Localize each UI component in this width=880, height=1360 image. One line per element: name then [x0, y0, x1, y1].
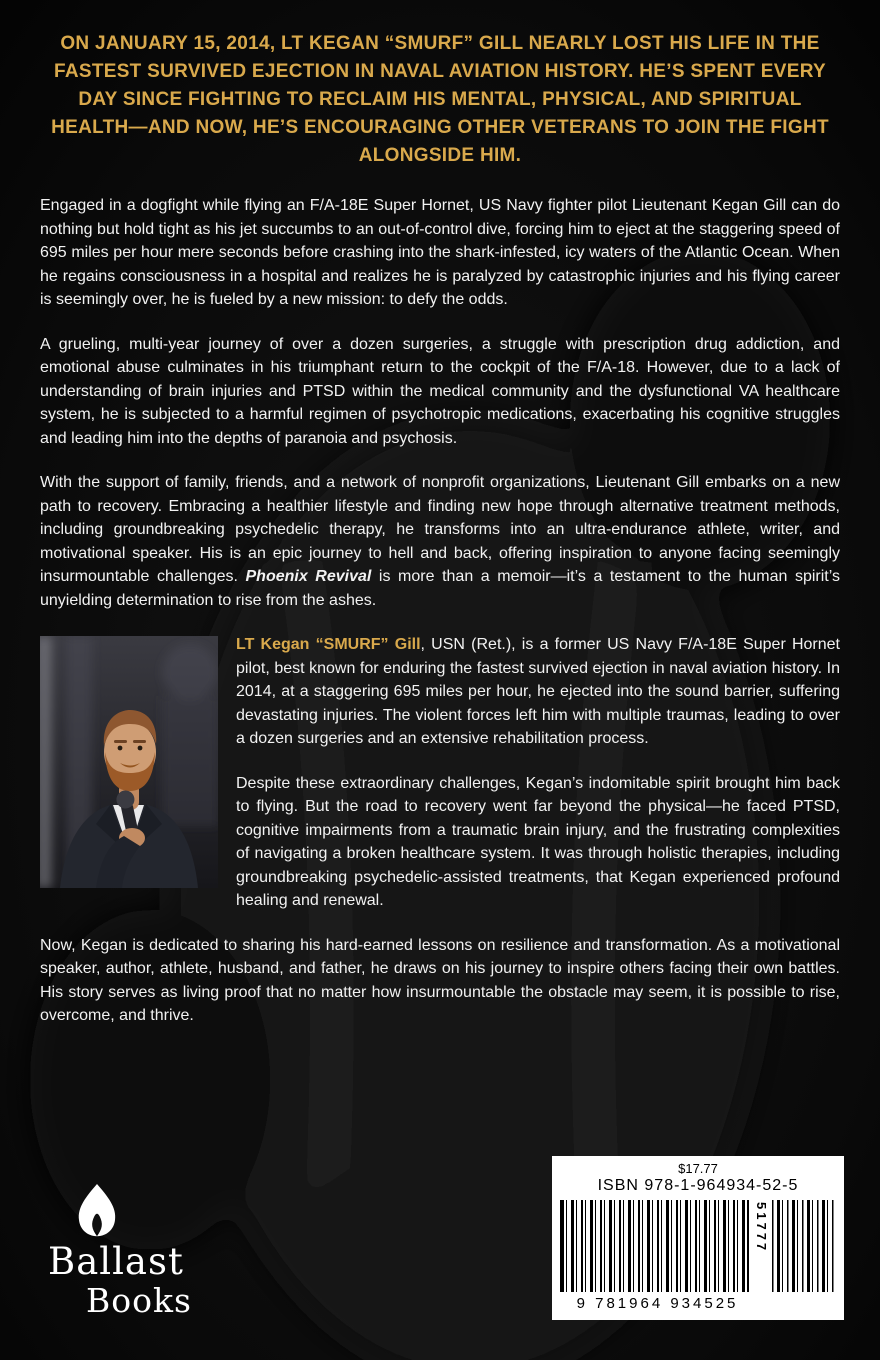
barcode-addon-bars: [772, 1200, 836, 1292]
publisher-name-line2: Books: [86, 1281, 192, 1320]
bio-paragraph-2: Despite these extraordinary challenges, Kegan’s indomitable spirit brought him back to flying. But the road to recovery went far beyond the physical—he faced PTSD, cognitive impairments from a traumatic brain injury, and the frustrating complexities of navigating a broken healthcare system. It was through holistic therapies, including groundbreaking psychedelic-assisted treatments, that Kegan experienced profound healing and renewal.: [236, 774, 840, 909]
synopsis-p3-text-after: is more than a memoir—it’s a testament to the human spirit’s unyielding determination to rise from the ashes.: [40, 568, 841, 609]
author-name: LT Kegan “SMURF” Gill: [236, 636, 421, 653]
synopsis-paragraph-1: Engaged in a dogfight while flying an F/A-18E Super Hornet, US Navy fighter pilot Lieutenant Kegan Gill can do nothing but hold tight as his jet succumbs to an out-of-control dive, forcing him to eject at the staggering speed of 695 miles per hour mere seconds before crashing into the shark-infested, icy waters of the Atlantic Ocean. When he regains consciousness in a hospital and realizes he is paralyzed by catastrophic injuries and his flying career is seemingly over, he is fueled by a new mission: to defy the odds.: [40, 197, 840, 308]
publisher-name-line1: Ballast: [48, 1240, 184, 1283]
synopsis-paragraph-3: [40, 471, 840, 612]
headline: ON JANUARY 15, 2014, LT KEGAN “SMURF” GILL NEARLY LOST HIS LIFE IN THE FASTEST SURVIVED EJECTION IN NAVAL AVIATION HISTORY. HE’S SPENT EVERY DAY SINCE FIGHTING TO RECLAIM HIS MENTAL, PHYSICAL, AND SPIRITUAL HEALTH—AND NOW, HE’S ENCOURAGING OTHER VETERANS TO JOIN THE FIGHT ALONGSIDE HIM.: [51, 33, 829, 166]
flame-icon: [70, 1182, 124, 1240]
isbn-label: ISBN 978-1-964934-52-5: [597, 1177, 799, 1194]
barcode-bars-row: [560, 1200, 836, 1292]
author-photo: [40, 636, 218, 888]
bio-paragraph-3: Now, Kegan is dedicated to sharing his hard-earned lessons on resilience and transformation. As a motivational speaker, author, athlete, husband, and father, he draws on his journey to inspire others facing their own battles. His story serves as living proof that no matter how insurmountable the obstacle may seem, it is possible to rise, overcome, and thrive.: [40, 936, 840, 1024]
bio-p1-text: , USN (Ret.), is a former US Navy F/A-18E Super Hornet pilot, best known for enduring the fastest survived ejection in naval aviation history. In 2014, at a staggering 695 miles per hour, he ejected into the sound barrier, suffering devastating injuries. The violent forces left him with multiple traumas, leading to over a dozen surgeries and an extensive rehabilitation process.: [236, 636, 840, 747]
ean-number: 9 781964 934525: [576, 1295, 739, 1312]
book-title: Phoenix Revival: [245, 568, 372, 585]
synopsis-p3-text-before: With the support of family, friends, and a network of nonprofit organizations, Lieutenant Gill embarks on a new path to recovery. Embracing a healthier lifestyle and finding new hope through alternative treatment methods, including groundbreaking psychedelic therapy, he transforms into an ultra-endurance athlete, writer, and motivational speaker. His is an epic journey to hell and back, offering inspiration to anyone facing seemingly insurmountable challenges.: [40, 474, 840, 585]
barcode-addon-number: 51777: [754, 1202, 769, 1254]
publisher-logo: [40, 1182, 192, 1320]
author-bio-section: [40, 633, 840, 1049]
cover-footer: [40, 1156, 844, 1320]
price-label: $17.77: [678, 1161, 718, 1176]
barcode-block: [552, 1156, 844, 1320]
synopsis-paragraph-2: A grueling, multi-year journey of over a dozen surgeries, a struggle with prescription drug addiction, and emotional abuse culminates in his triumphant return to the cockpit of the F/A-18. However, due to a lack of understanding of brain injuries and PTSD within the medical community and the dysfunctional VA healthcare system, he is subjected to a harmful regimen of psychotropic medications, exacerbating his cognitive struggles and leading him into the depths of paranoia and psychosis.: [40, 335, 840, 447]
barcode-main-bars: [560, 1200, 749, 1292]
